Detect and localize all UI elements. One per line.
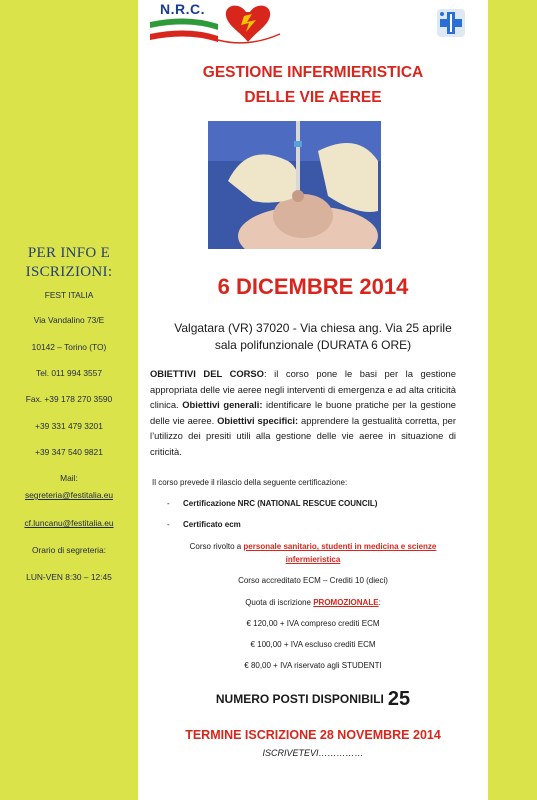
nrc-logo-text: N.R.C. xyxy=(160,1,205,17)
price-line: € 100,00 + IVA escluso crediti ECM xyxy=(250,640,376,649)
quota-highlight: PROMOZIONALE xyxy=(313,598,379,607)
certification-item-label: Certificato ecm xyxy=(183,520,241,529)
audience-highlight-2: infermieristica xyxy=(285,555,341,564)
certification-item xyxy=(167,520,241,529)
course-title-line2: DELLE VIE AEREE xyxy=(244,89,382,106)
sidebar-mail-link-2[interactable]: cf.luncanu@festitalia.eu xyxy=(24,518,114,528)
available-seats-value: 25 xyxy=(387,688,411,710)
sidebar-address-street: Via Vandalino 73/E xyxy=(33,315,105,325)
event-date: 6 DICEMBRE 2014 xyxy=(217,274,409,299)
audience-highlight-1: personale sanitario, studenti in medicina e scienze xyxy=(243,542,437,551)
sidebar-hours: LUN-VEN 8:30 – 12:45 xyxy=(26,572,112,582)
audience-line1 xyxy=(150,542,476,551)
venue-line2: sala polifunzionale (DURATA 6 ORE) xyxy=(214,338,412,352)
sidebar-heading-line2: ISCRIZIONI: xyxy=(25,264,113,280)
certification-item xyxy=(167,499,377,508)
price-line: € 120,00 + IVA compreso crediti ECM xyxy=(246,619,380,628)
objectives-course-label: OBIETTIVI DEL CORSO xyxy=(150,368,264,379)
sidebar-heading-line1: PER INFO E xyxy=(27,245,111,261)
objectives-general-text: identificare le buone pratiche per la gestione delle vie aeree. xyxy=(150,399,456,426)
quota-line xyxy=(150,598,476,607)
sidebar-hours-label: Orario di segreteria: xyxy=(31,545,106,555)
ecm-accreditation: Corso accreditato ECM – Crediti 10 (dieci) xyxy=(238,576,388,585)
sidebar-fax: Fax. +39 178 270 3590 xyxy=(25,394,113,404)
bullet-dash: - xyxy=(167,499,170,508)
objectives-course-text: : il corso pone le basi per la gestione appropriata delle vie aeree negli interventi di emergenza e ad alta criticità clinica. xyxy=(150,368,456,411)
sidebar-phone-2: +39 347 540 9821 xyxy=(35,447,103,457)
quota-suffix: : xyxy=(378,598,381,607)
venue-line1: Valgatara (VR) 37020 - Via chiesa ang. Via 25 aprile xyxy=(174,321,452,335)
bullet-dash: - xyxy=(167,520,170,529)
sidebar-mail-link-1[interactable]: segreteria@festitalia.eu xyxy=(24,490,114,500)
sidebar-phone-1: +39 331 479 3201 xyxy=(35,421,103,431)
certification-intro: Il corso prevede il rilascio della seguente certificazione: xyxy=(152,478,348,487)
course-title-line1: GESTIONE INFERMIERISTICA xyxy=(202,64,424,81)
registration-deadline: TERMINE ISCRIZIONE 28 NOVEMBRE 2014 xyxy=(185,728,441,742)
sidebar-address-city: 10142 – Torino (TO) xyxy=(31,342,107,352)
certification-item-label: Certificazione NRC (NATIONAL RESCUE COUNCIL) xyxy=(183,499,378,508)
sidebar-mail-label: Mail: xyxy=(60,473,78,483)
course-objectives-paragraph xyxy=(150,366,456,460)
objectives-general-label: Obiettivi generali: xyxy=(182,399,263,411)
audience-line2 xyxy=(150,555,476,564)
star-of-life-badge-icon xyxy=(436,8,466,38)
right-sidebar xyxy=(488,0,537,800)
objectives-specific-label: Obiettivi specifici: xyxy=(217,414,299,426)
intubation-photo xyxy=(208,121,381,249)
sidebar-org-name: FEST ITALIA xyxy=(44,290,94,300)
price-line: € 80,00 + IVA riservato agli STUDENTI xyxy=(244,661,382,670)
objectives-specific-text: apprendere la gestualità corretta, per l’utilizzo dei presiti utili alla gestione delle vie aeree in situazione di criticità. xyxy=(150,414,456,457)
available-seats-label: NUMERO POSTI DISPONIBILI xyxy=(215,692,384,706)
available-seats xyxy=(150,688,476,711)
audience-prefix: Corso rivolto a xyxy=(189,542,244,551)
quota-prefix: Quota di iscrizione xyxy=(245,598,314,607)
register-call-to-action: ISCRIVETEVI…………… xyxy=(262,748,364,758)
sidebar-tel: Tel. 011 994 3557 xyxy=(36,368,102,378)
